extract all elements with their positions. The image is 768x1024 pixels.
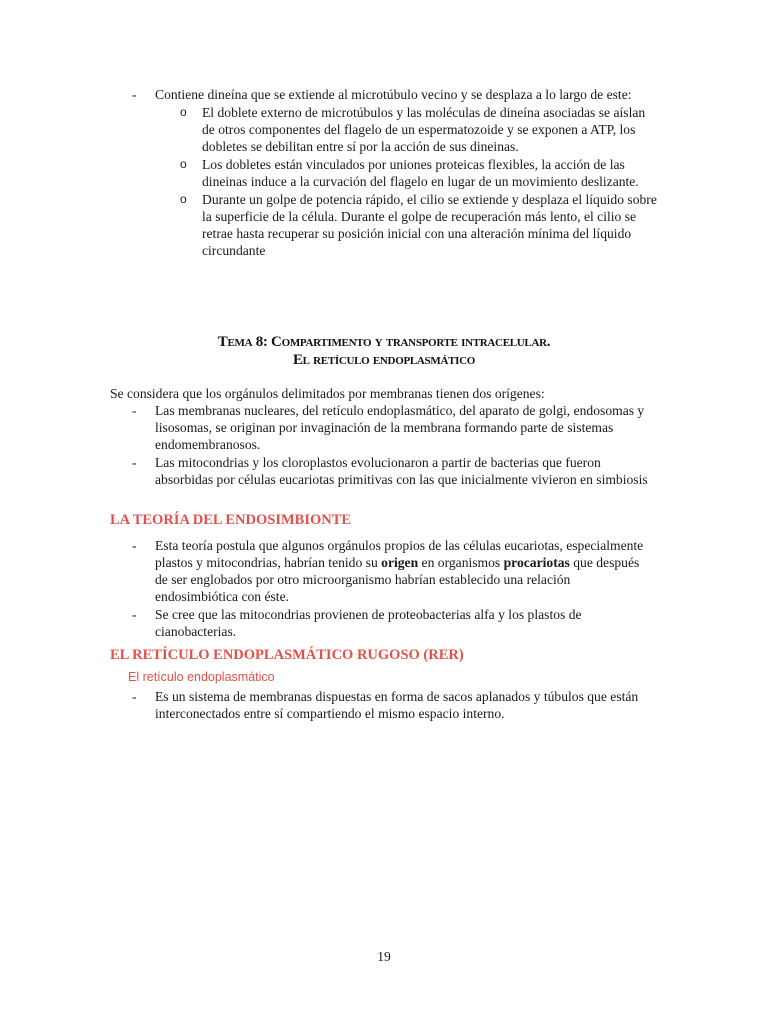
bullet-dash: - — [132, 607, 137, 622]
bullet-dash: - — [132, 538, 137, 553]
bold-term: procariotas — [503, 555, 570, 570]
sub-list-item-text: Los dobletes están vinculados por uniones proteicas flexibles, la acción de las dineinas induce a la curvación del flagelo en lugar de un movimiento deslizante. — [202, 157, 639, 189]
list-item — [0, 402, 768, 453]
list-item-text: Es un sistema de membranas dispuestas en forma de sacos aplanados y túbulos que están interconectados entre sí compartiendo el mismo espacio interno. — [155, 689, 639, 721]
bullet-circle: o — [180, 105, 187, 119]
sub-list-item — [0, 104, 768, 155]
list-item — [0, 454, 768, 488]
list-item-text: Las membranas nucleares, del retículo endoplasmático, del aparato de golgi, endosomas y lisosomas, se originan por invaginación de la membrana formando parte de sistemas endomembranosos. — [155, 403, 645, 452]
sub-list-item-text: Durante un golpe de potencia rápido, el cilio se extiende y desplaza el líquido sobre la superficie de la célula. Durante el golpe de recuperación más lento, el cilio se retrae hasta recuperar su posición inicial con una alteración mínima del líquido circundante — [202, 192, 657, 258]
bullet-dash: - — [132, 87, 137, 102]
text-run: Esta teoría postula que algunos orgánulos propios de las células eucariotas, especialmente plastos y mitocondrias, habrían tenido su — [155, 538, 644, 570]
sub-list-item — [0, 191, 768, 259]
list-item-text: Se cree que las mitocondrias provienen de proteobacterias alfa y los plastos de cianobacterias. — [155, 607, 582, 639]
list-item — [0, 86, 768, 103]
chapter-title-line2: El retículo endoplasmático — [292, 352, 476, 368]
endosymbiont-section — [0, 512, 768, 640]
rer-section — [0, 647, 768, 722]
sub-list-item-text: El doblete externo de microtúbulos y las moléculas de dineína asociadas se aíslan de otros componentes del flagelo de un espermatozoide y se exponen a ATP, los dobletes se debilitan entre sí por la acción de sus dineinas. — [202, 105, 646, 154]
bullet-dash: - — [132, 455, 137, 470]
bullet-circle: o — [180, 157, 187, 171]
chapter-title — [0, 333, 768, 369]
section-heading: LA TEORÍA DEL ENDOSIMBIONTE — [110, 512, 352, 528]
list-item — [0, 606, 768, 640]
list-item — [0, 688, 768, 722]
bullet-dash: - — [132, 403, 137, 418]
list-item-text — [155, 537, 655, 605]
list-item-text: Las mitocondrias y los cloroplastos evolucionaron a partir de bacterias que fueron absorbidas por células eucariotas primitivas con las que inicialmente vivieron en simbiosis — [155, 455, 648, 487]
section-heading: EL RETÍCULO ENDOPLASMÁTICO RUGOSO (RER) — [110, 647, 464, 663]
intro-section — [0, 385, 768, 488]
list-item — [0, 537, 768, 605]
intro-paragraph: Se considera que los orgánulos delimitados por membranas tienen dos orígenes: — [110, 386, 545, 401]
dynein-section — [0, 86, 768, 259]
bold-term: origen — [381, 555, 419, 570]
chapter-title-line1: Tema 8: Compartimento y transporte intracelular. — [217, 334, 551, 350]
subsection-heading: El retículo endoplasmático — [128, 670, 275, 684]
text-run: en organismos — [418, 555, 504, 570]
list-item-text: Contiene dineína que se extiende al microtúbulo vecino y se desplaza a lo largo de este: — [155, 87, 632, 102]
text-run: que después de ser englobados por otro microorganismo habrían establecido una relación endosimbiótica con éste. — [155, 555, 640, 604]
page-number: 19 — [377, 949, 391, 964]
bullet-circle: o — [180, 192, 187, 206]
sub-list-item — [0, 156, 768, 190]
bullet-dash: - — [132, 689, 137, 704]
